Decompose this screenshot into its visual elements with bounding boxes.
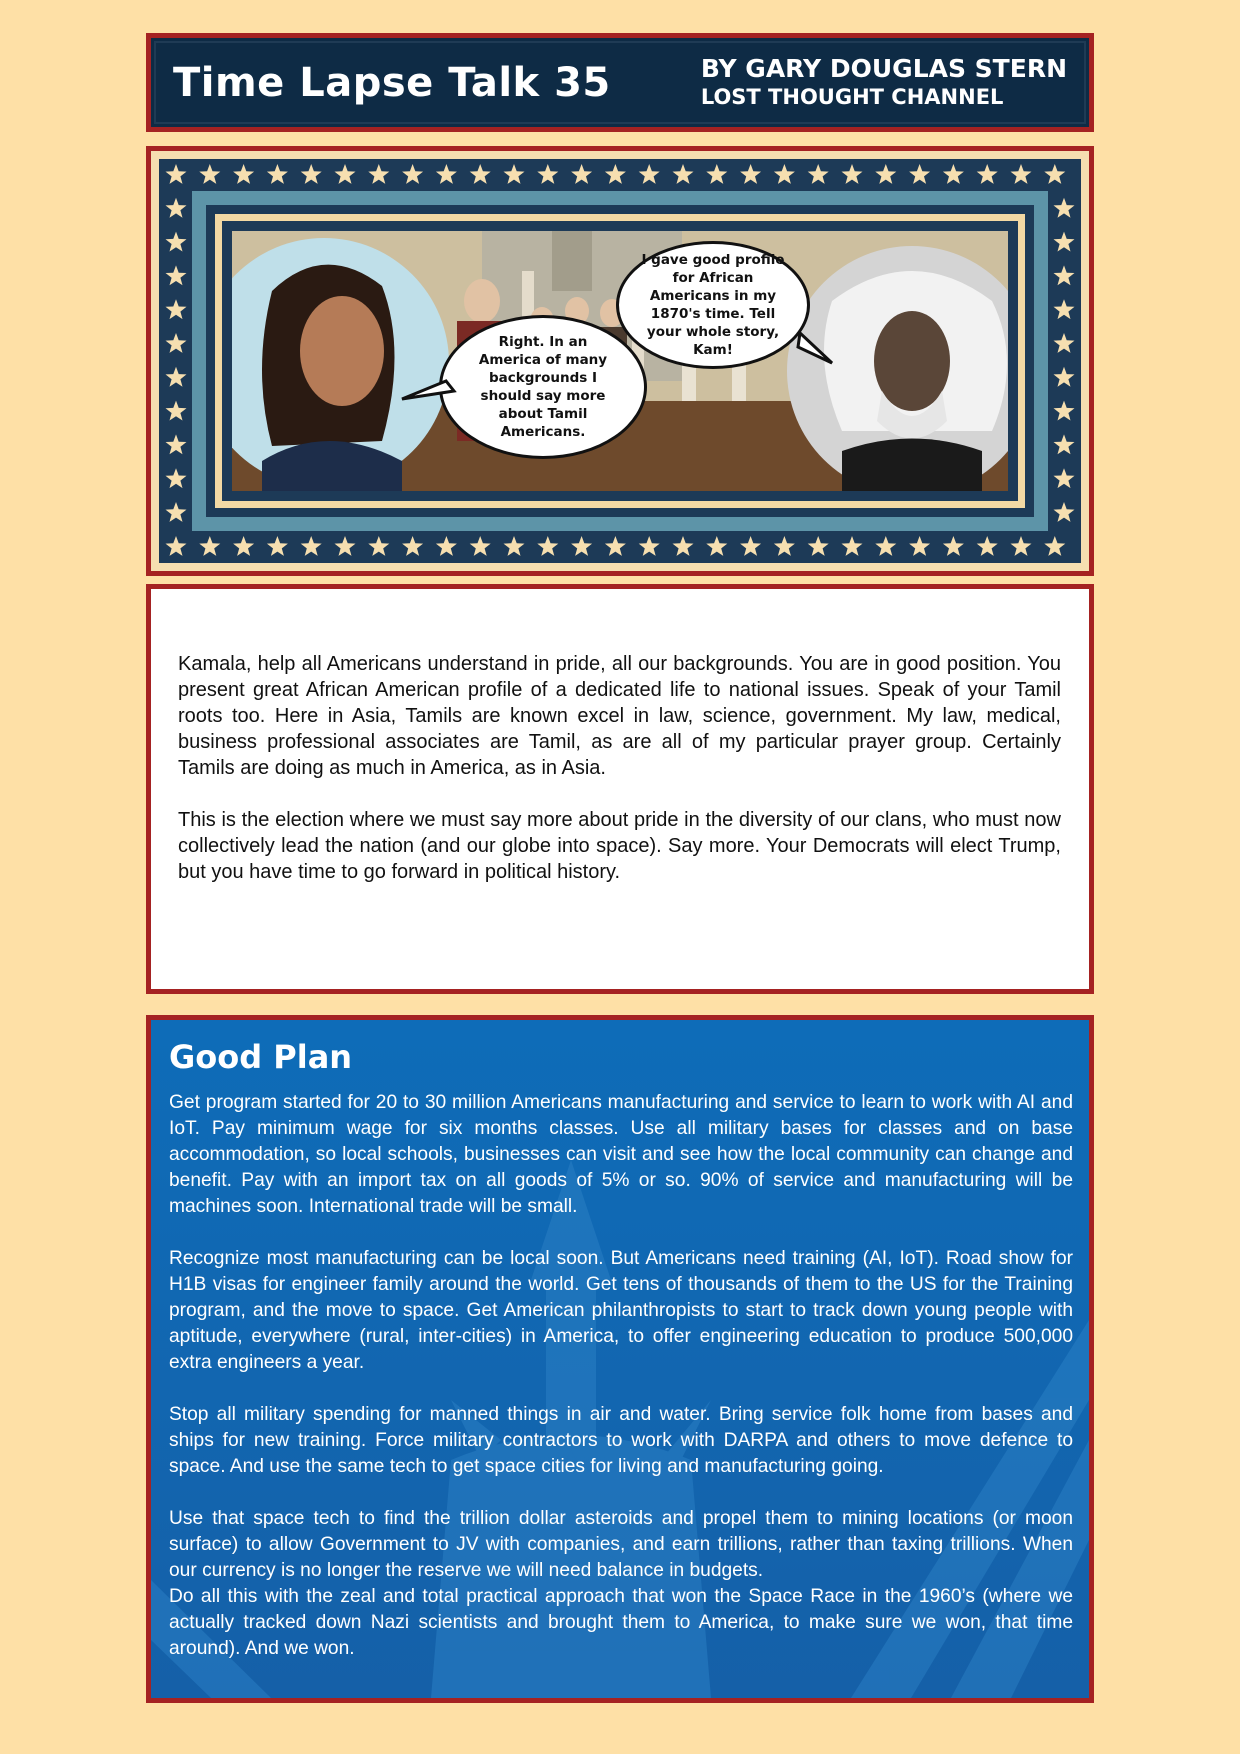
star-icon xyxy=(571,164,592,184)
letter-paragraph: This is the election where we must say more about pride in the diversity of our clans, who must now collectively lead the nation (and our globe into space). Say more. Your Democrats will elect Trump, but you have time to go forward in political history. xyxy=(178,809,1061,883)
star-icon xyxy=(301,536,322,556)
star-icon xyxy=(166,502,187,522)
star-icon xyxy=(1054,434,1075,454)
star-icon xyxy=(605,536,626,556)
star-icon xyxy=(335,536,356,556)
star-icon xyxy=(808,536,829,556)
star-icon xyxy=(166,333,187,353)
star-icon xyxy=(740,164,761,184)
star-icon xyxy=(842,536,863,556)
star-icon xyxy=(774,536,795,556)
star-icon xyxy=(1054,265,1075,285)
star-icon xyxy=(1054,232,1075,252)
star-icon xyxy=(571,536,592,556)
star-icon xyxy=(909,164,930,184)
star-icon xyxy=(166,232,187,252)
star-icon xyxy=(537,164,558,184)
speech-bubble-right-text: I gave good profile for African Americans in my 1870's time. Tell your whole story, Kam! xyxy=(641,252,785,358)
plan-body xyxy=(169,1090,1073,1662)
plan-title: Good Plan xyxy=(169,1038,353,1076)
star-icon xyxy=(504,164,525,184)
illustration-banner xyxy=(146,146,1094,576)
star-icon xyxy=(199,164,220,184)
byline xyxy=(701,54,1067,110)
star-icon xyxy=(1054,299,1075,319)
star-icon xyxy=(368,164,389,184)
letter-paragraph: Kamala, help all Americans understand in pride, all our backgrounds. You are in good position. You present great African American profile of a dedicated life to national issues. Speak of your Tamil roots too. Here in Asia, Tamils are known excel in law, science, government. My law, medical, business professional associates are Tamil, as are all of my particular prayer group. Certainly Tamils are doing as much in America, as in Asia. xyxy=(178,653,1061,779)
star-icon xyxy=(166,265,187,285)
byline-channel: LOST THOUGHT CHANNEL xyxy=(700,85,1004,109)
star-icon xyxy=(368,536,389,556)
plan-paragraph: Get program started for 20 to 30 million Americans manufacturing and service to learn to work with AI and IoT. Pay minimum wage for six months classes. Use all military bases for classes and on base accommodation, so local schools, businesses can visit and see how the local community can change and benefit. Pay with an import tax on all goods of 5% or so. 90% of service and manufacturing will be machines soon. International trade will be small. xyxy=(169,1092,1073,1217)
star-icon xyxy=(166,536,187,556)
page-title: Time Lapse Talk 35 xyxy=(173,60,611,106)
star-icon xyxy=(875,164,896,184)
good-plan-panel xyxy=(146,1015,1094,1703)
star-icon xyxy=(166,401,187,421)
star-icon xyxy=(166,164,187,184)
star-icon xyxy=(842,164,863,184)
star-icon xyxy=(1054,502,1075,522)
plan-paragraph: Recognize most manufacturing can be local soon. But Americans need training (AI, IoT). Road show for H1B visas for engineer family around the world. Get tens of thousands of them to the US for the Training program, and the move to space. Get American philanthropists to start to track down young people with aptitude, everywhere (rural, inter-cities) in America, to offer engineering education to produce 500,000 extra engineers a year. xyxy=(169,1248,1073,1373)
star-icon xyxy=(335,164,356,184)
star-icon xyxy=(470,164,491,184)
star-icon xyxy=(639,536,660,556)
star-frame xyxy=(159,159,1081,563)
star-icon xyxy=(537,536,558,556)
letter-panel xyxy=(146,584,1094,994)
star-icon xyxy=(436,164,457,184)
plan-paragraph: Use that space tech to find the trillion dollar asteroids and propel them to mining locations (or moon surface) to allow Government to JV with companies, and earn trillions, rather than taxing trillions. When our currency is no longer the reserve we will need balance in budgets. xyxy=(169,1508,1073,1581)
star-icon xyxy=(1054,468,1075,488)
star-icon xyxy=(402,164,423,184)
letter-body xyxy=(178,651,1061,911)
star-icon xyxy=(470,536,491,556)
star-icon xyxy=(166,198,187,218)
star-icon xyxy=(706,536,727,556)
star-icon xyxy=(504,536,525,556)
star-icon xyxy=(1054,401,1075,421)
header-banner xyxy=(146,33,1094,132)
star-icon xyxy=(436,536,457,556)
star-icon xyxy=(605,164,626,184)
star-icon xyxy=(774,164,795,184)
star-icon xyxy=(808,164,829,184)
star-icon xyxy=(402,536,423,556)
star-icon xyxy=(1011,536,1032,556)
star-icon xyxy=(199,536,220,556)
star-icon xyxy=(166,367,187,387)
star-icon xyxy=(267,536,288,556)
star-icon xyxy=(166,299,187,319)
star-icon xyxy=(875,536,896,556)
star-icon xyxy=(909,536,930,556)
star-icon xyxy=(1054,367,1075,387)
star-icon xyxy=(977,536,998,556)
plan-paragraph: Do all this with the zeal and total practical approach that won the Space Race in the 1960’s (where we actually tracked down Nazi scientists and brought them to America, to make sure we won, that time around). And we won. xyxy=(169,1586,1073,1659)
star-icon xyxy=(673,536,694,556)
star-icon xyxy=(1054,198,1075,218)
star-icon xyxy=(166,468,187,488)
star-icon xyxy=(943,536,964,556)
star-icon xyxy=(267,164,288,184)
star-icon xyxy=(1054,333,1075,353)
star-icon xyxy=(1044,164,1065,184)
star-icon xyxy=(166,434,187,454)
star-icon xyxy=(943,164,964,184)
star-icon xyxy=(233,164,254,184)
byline-author: BY GARY DOUGLAS STERN xyxy=(700,54,1067,83)
speech-bubble-tails xyxy=(232,231,1008,491)
star-icon xyxy=(301,164,322,184)
star-icon xyxy=(1011,164,1032,184)
star-icon xyxy=(706,164,727,184)
star-icon xyxy=(673,164,694,184)
star-icon xyxy=(977,164,998,184)
star-icon xyxy=(740,536,761,556)
plan-paragraph: Stop all military spending for manned things in air and water. Bring service folk home from bases and ships for new training. Force military contractors to work with DARPA and others to move defence to space. And use the same tech to get space cities for living and manufacturing going. xyxy=(169,1404,1073,1477)
star-icon xyxy=(639,164,660,184)
illustration-scene xyxy=(232,231,1008,491)
star-icon xyxy=(233,536,254,556)
star-icon xyxy=(1044,536,1065,556)
speech-bubble-left-text: Right. In an America of many backgrounds I should say more about Tamil Americans. xyxy=(478,334,608,440)
